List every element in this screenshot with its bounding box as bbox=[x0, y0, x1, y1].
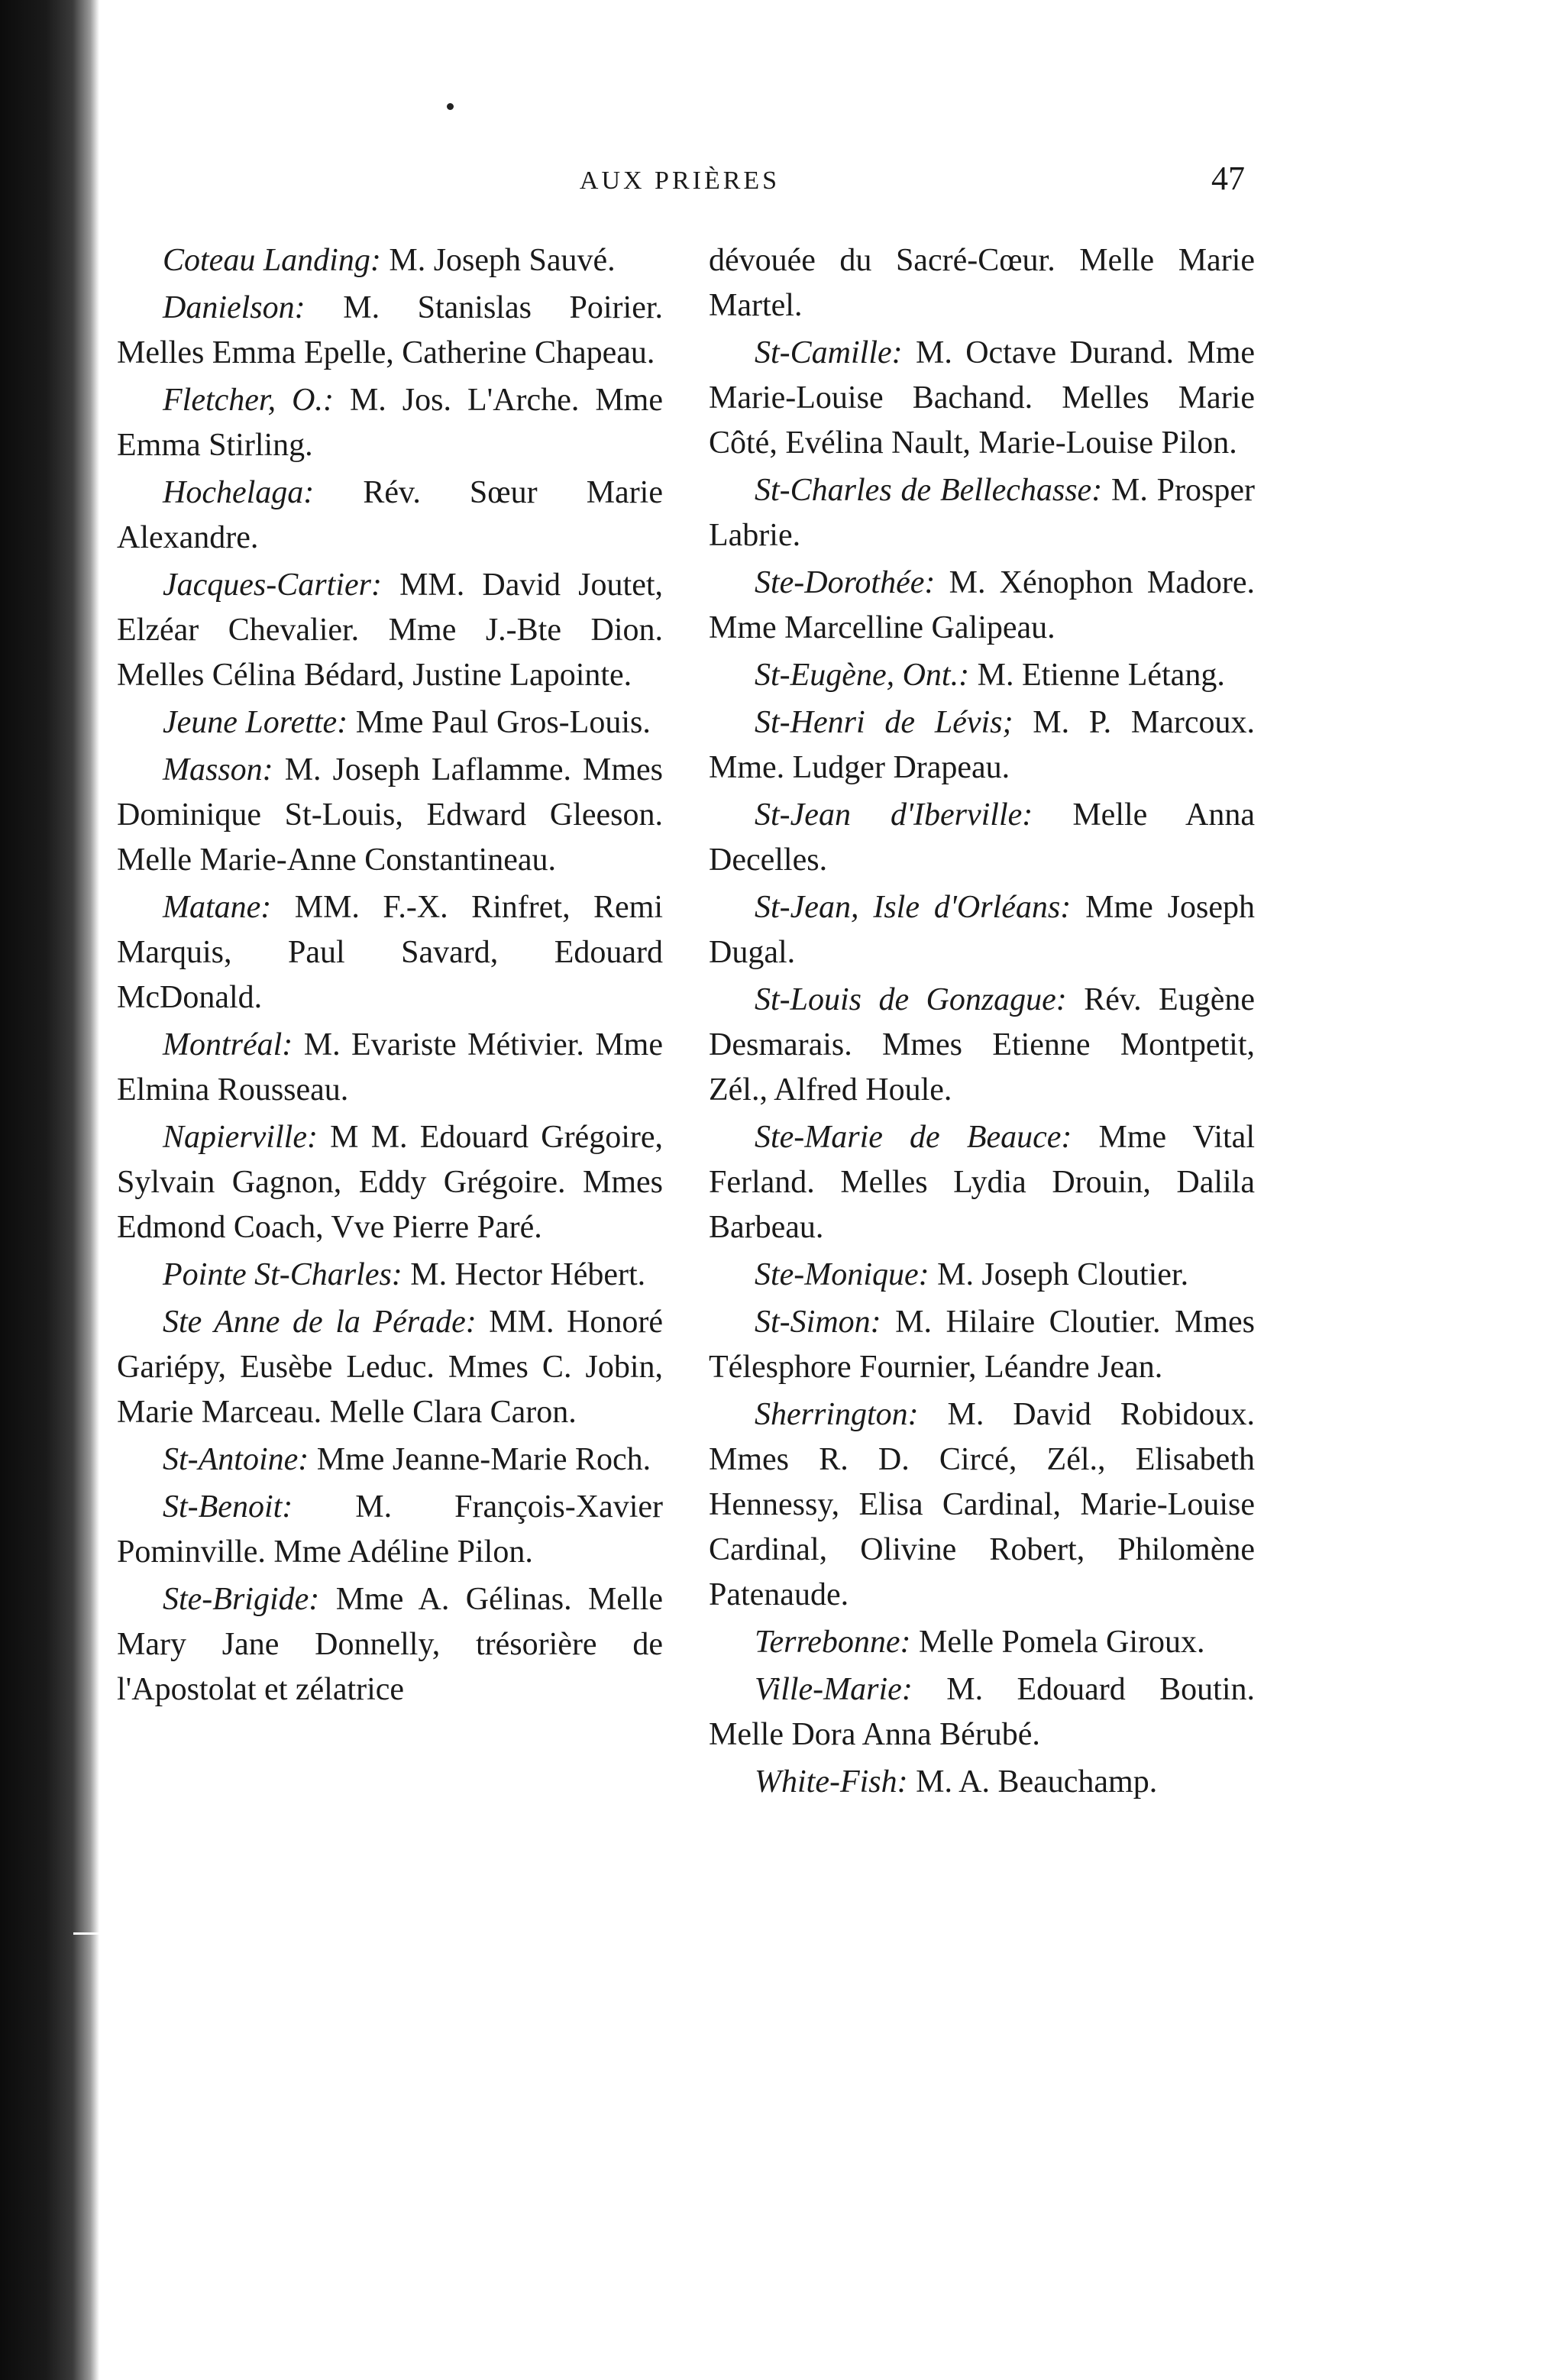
entry-names: MM. Honoré Gariépy, Eusèbe Leduc. Mmes C. Jobin, Marie Marceau. Melle Clara Caron. bbox=[117, 1305, 663, 1430]
place-name: St-Louis de Gonzague: bbox=[755, 982, 1067, 1017]
entry-names: dévouée du Sacré-Cœur. Melle Marie Martel. bbox=[709, 243, 1255, 323]
directory-entry bbox=[709, 331, 1255, 466]
directory-entry bbox=[117, 378, 663, 468]
directory-entry bbox=[117, 700, 663, 745]
page-number: 47 bbox=[1211, 160, 1245, 197]
place-name: St-Eugène, Ont.: bbox=[755, 658, 970, 693]
entry-names: Mme Vital Ferland. Melles Lydia Drouin, Dalila Barbeau. bbox=[709, 1120, 1255, 1245]
place-name: St-Henri de Lévis; bbox=[755, 705, 1013, 740]
entry-names: M. Prosper Labrie. bbox=[709, 473, 1255, 553]
directory-entry bbox=[117, 1485, 663, 1575]
directory-entry bbox=[709, 793, 1255, 883]
place-name: Ste Anne de la Pérade: bbox=[163, 1305, 477, 1340]
entry-names: Melle Anna Decelles. bbox=[709, 797, 1256, 878]
directory-entry bbox=[709, 468, 1255, 558]
directory-entry bbox=[709, 1392, 1255, 1618]
place-name: Ste-Marie de Beauce: bbox=[755, 1120, 1072, 1155]
entry-names: MM. David Joutet, Elzéar Chevalier. Mme J.-Bte Dion. Melles Célina Bédard, Justine Lapointe. bbox=[117, 568, 664, 693]
directory-entry bbox=[709, 885, 1255, 975]
place-name: Ste-Dorothée: bbox=[755, 565, 936, 600]
directory-entry bbox=[117, 748, 663, 883]
entry-names: M. Joseph Cloutier. bbox=[937, 1257, 1189, 1292]
directory-entry bbox=[117, 286, 663, 376]
place-name: Coteau Landing: bbox=[163, 243, 381, 278]
place-name: Terrebonne: bbox=[755, 1625, 911, 1660]
place-name: St-Jean d'Iberville: bbox=[755, 797, 1033, 833]
place-name: St-Benoit: bbox=[163, 1489, 293, 1525]
running-head: AUX PRIÈRES bbox=[579, 167, 781, 195]
directory-entry bbox=[117, 238, 663, 283]
entry-names: Melle Pomela Giroux. bbox=[919, 1625, 1205, 1660]
entry-names: M. Stanislas Poirier. Melles Emma Epelle, Catherine Chapeau. bbox=[117, 290, 663, 370]
place-name: Ste-Monique: bbox=[755, 1257, 929, 1292]
place-name: Matane: bbox=[163, 890, 272, 925]
place-name: Danielson: bbox=[163, 290, 305, 325]
directory-entry bbox=[117, 1437, 663, 1483]
entry-names: Mme A. Gélinas. Melle Mary Jane Donnelly, trésorière de l'Apostolat et zélatrice bbox=[117, 1582, 663, 1707]
directory-entry bbox=[709, 238, 1255, 328]
entry-names: M. Hilaire Cloutier. Mmes Télesphore Fournier, Léandre Jean. bbox=[709, 1305, 1255, 1385]
ink-speck bbox=[447, 103, 454, 110]
directory-entry bbox=[709, 978, 1255, 1113]
entry-names: M. Joseph Laflamme. Mmes Dominique St-Louis, Edward Gleeson. Melle Marie-Anne Constantineau. bbox=[117, 752, 664, 878]
entry-names: M. Octave Durand. Mme Marie-Louise Bachand. Melles Marie Côté, Evélina Nault, Marie-Louise Pilon. bbox=[709, 335, 1256, 461]
directory-entry bbox=[709, 561, 1255, 651]
directory-entry bbox=[709, 1300, 1255, 1390]
place-name: Montréal: bbox=[163, 1027, 293, 1062]
place-name: St-Simon: bbox=[755, 1305, 881, 1340]
directory-entry bbox=[709, 700, 1255, 791]
page-header bbox=[115, 159, 1245, 205]
entry-names: Mme Jeanne-Marie Roch. bbox=[316, 1442, 651, 1477]
entry-names: M. P. Marcoux. Mme. Ludger Drapeau. bbox=[709, 705, 1255, 785]
directory-entry bbox=[117, 471, 663, 561]
entry-names: M. Joseph Sauvé. bbox=[389, 243, 616, 278]
place-name: Sherrington: bbox=[755, 1397, 919, 1432]
entry-names: MM. F.-X. Rinfret, Remi Marquis, Paul Savard, Edouard McDonald. bbox=[117, 890, 663, 1015]
place-name: Napierville: bbox=[163, 1120, 318, 1155]
entry-names: M. Evariste Métivier. Mme Elmina Rousseau. bbox=[117, 1027, 663, 1108]
place-name: Ste-Brigide: bbox=[163, 1582, 320, 1617]
place-name: St-Camille: bbox=[755, 335, 903, 370]
entry-names: Mme Joseph Dugal. bbox=[709, 890, 1255, 970]
entry-names: M. Edouard Boutin. Melle Dora Anna Bérubé. bbox=[709, 1672, 1256, 1752]
entry-names: M. Xénophon Madore. Mme Marcelline Galipeau. bbox=[709, 565, 1255, 645]
entry-names: M. Etienne Létang. bbox=[977, 658, 1225, 693]
book-binding-edge bbox=[0, 0, 99, 2380]
place-name: Fletcher, O.: bbox=[163, 383, 334, 418]
place-name: Jeune Lorette: bbox=[163, 705, 348, 740]
left-column bbox=[117, 238, 663, 1715]
place-name: Ville-Marie: bbox=[755, 1672, 913, 1707]
place-name: White-Fish: bbox=[755, 1764, 908, 1800]
directory-entry bbox=[709, 653, 1255, 698]
place-name: Pointe St-Charles: bbox=[163, 1257, 402, 1292]
binding-notch bbox=[73, 1932, 99, 1935]
entry-names: Rév. Sœur Marie Alexandre. bbox=[117, 475, 663, 555]
place-name: Hochelaga: bbox=[163, 475, 315, 510]
place-name: Jacques-Cartier: bbox=[163, 568, 382, 603]
entry-names: M M. Edouard Grégoire, Sylvain Gagnon, Eddy Grégoire. Mmes Edmond Coach, Vve Pierre Paré. bbox=[117, 1120, 663, 1245]
entry-names: Mme Paul Gros-Louis. bbox=[355, 705, 651, 740]
directory-entry bbox=[117, 1577, 663, 1712]
directory-entry bbox=[709, 1667, 1255, 1758]
directory-entry bbox=[117, 563, 663, 698]
place-name: St-Charles de Bellechasse: bbox=[755, 473, 1103, 508]
place-name: St-Jean, Isle d'Orléans: bbox=[755, 890, 1072, 925]
entry-names: M. Jos. L'Arche. Mme Emma Stirling. bbox=[117, 383, 663, 463]
directory-entry bbox=[709, 1115, 1255, 1250]
entry-names: M. A. Beauchamp. bbox=[916, 1764, 1158, 1800]
directory-entry bbox=[117, 1115, 663, 1250]
directory-entry bbox=[117, 1300, 663, 1435]
entry-names: M. Hector Hébert. bbox=[410, 1257, 646, 1292]
entry-names: Rév. Eugène Desmarais. Mmes Etienne Montpetit, Zél., Alfred Houle. bbox=[709, 982, 1255, 1108]
entry-names: M. François-Xavier Pominville. Mme Adéline Pilon. bbox=[117, 1489, 663, 1570]
directory-entry bbox=[709, 1620, 1255, 1665]
place-name: St-Antoine: bbox=[163, 1442, 309, 1477]
directory-entry bbox=[117, 1253, 663, 1298]
right-column bbox=[709, 238, 1255, 1807]
directory-entry bbox=[709, 1253, 1255, 1298]
directory-entry bbox=[117, 885, 663, 1020]
directory-entry bbox=[709, 1760, 1255, 1805]
directory-entry bbox=[117, 1023, 663, 1113]
entry-names: M. David Robidoux. Mmes R. D. Circé, Zél., Elisabeth Hennessy, Elisa Cardinal, Marie-Louise Cardinal, Olivine Robert, Philomène Patenaude. bbox=[709, 1397, 1255, 1612]
place-name: Masson: bbox=[163, 752, 273, 787]
